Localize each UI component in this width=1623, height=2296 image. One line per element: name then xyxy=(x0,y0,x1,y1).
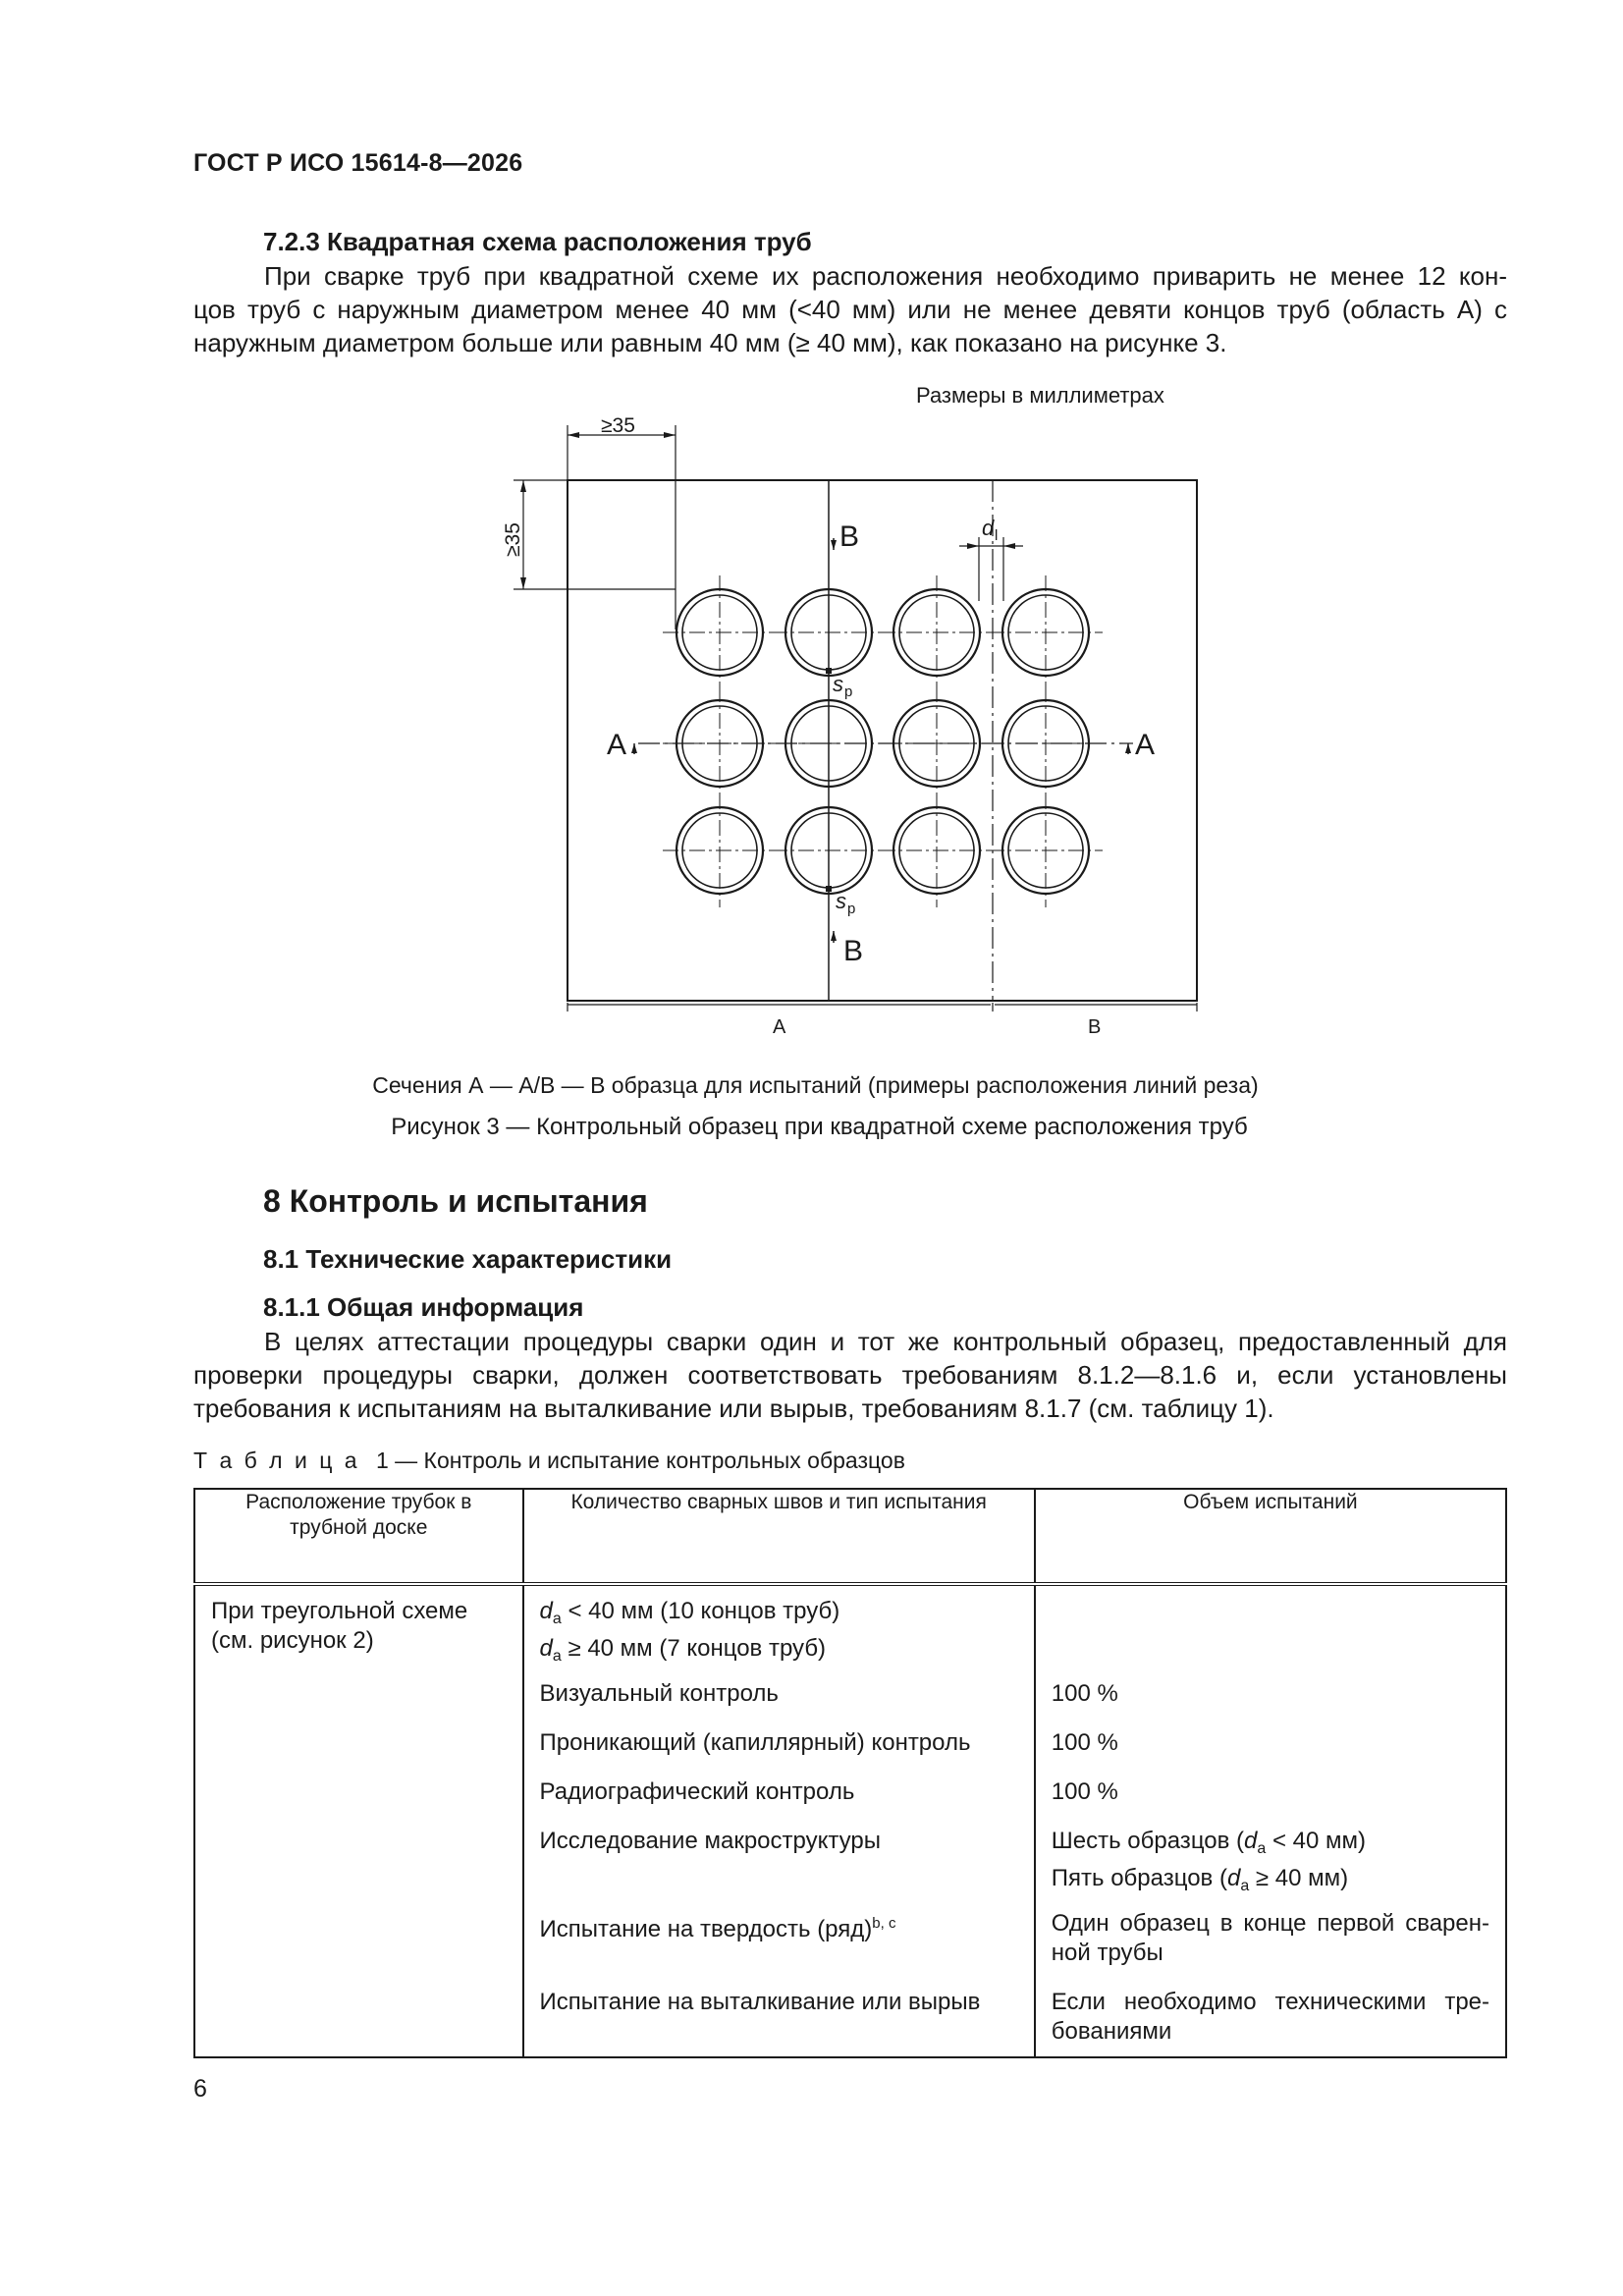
table-header-cell: Расположение трубок в трубной доске xyxy=(194,1489,523,1584)
volume-line: бованиями xyxy=(1051,2018,1172,2045)
table-cell-test: Проникающий (капиллярный) контроль xyxy=(523,1721,1035,1770)
sub-a: a xyxy=(552,1648,562,1665)
table-cell-test xyxy=(523,1901,1035,1980)
table-header-row xyxy=(194,1489,1506,1584)
var-d: d xyxy=(539,1635,553,1662)
region-label-a: A xyxy=(773,1016,786,1038)
table-title-text: 1 — Контроль и испытание контрольных образцов xyxy=(375,1448,905,1473)
label-s-sub-bottom: p xyxy=(847,901,856,917)
table-cell-volume xyxy=(1035,1901,1506,1980)
var-d: d xyxy=(1244,1828,1258,1854)
volume-text: Шесть образцов ( xyxy=(1051,1828,1245,1854)
label-d-sub: l xyxy=(995,527,999,544)
region-label-b: B xyxy=(1088,1016,1102,1038)
section-heading-7-2-3: 7.2.3 Квадратная схема расположения труб xyxy=(263,227,812,256)
section-label-a-right: A xyxy=(1135,729,1156,761)
paragraph-line: требования к испытаниям на выталкивание или вырыв, требованиям 8.1.7 (см. таблицу 1). xyxy=(193,1394,1274,1423)
volume-line xyxy=(1052,1864,1489,1901)
label-d: d xyxy=(982,516,995,540)
figure-3-diagram xyxy=(0,0,1623,1080)
volume-line xyxy=(1052,1827,1489,1864)
var-d: d xyxy=(539,1598,553,1624)
table-cell-volume: 100 % xyxy=(1035,1770,1506,1819)
table-header-cell: Объем испытаний xyxy=(1035,1489,1506,1584)
test-text: Испытание на твердость (ряд) xyxy=(539,1916,873,1942)
table-cell-volume: 100 % xyxy=(1035,1671,1506,1721)
volume-line: Один образец в конце первой сварен- xyxy=(1051,1910,1489,1937)
footnote-ref: b, c xyxy=(872,1915,896,1932)
dimension-label-vertical: ≥35 xyxy=(502,522,524,557)
paragraph-line: наружным диаметром больше или равным 40 мм (≥ 40 мм), как показано на рисунке 3. xyxy=(193,328,1227,357)
table-1 xyxy=(193,1488,1507,2058)
volume-text: Пять образцов ( xyxy=(1051,1865,1227,1891)
section-heading-8-1-1: 8.1.1 Общая информация xyxy=(263,1292,584,1322)
section-heading-8-1: 8.1 Технические характеристики xyxy=(263,1244,673,1274)
volume-line: ной трубы xyxy=(1051,1940,1163,1966)
table-cell-empty xyxy=(1035,1584,1506,1671)
table-cell-test: Визуальный контроль xyxy=(523,1671,1035,1721)
table-cell-volume xyxy=(1035,1819,1506,1901)
paragraph-line: В целях аттестации процедуры сварки один и тот же контрольный образец, предоставленный для xyxy=(264,1327,1507,1356)
section-label-a-left: A xyxy=(607,729,627,761)
test-plate-outline xyxy=(568,480,1197,1001)
page-number: 6 xyxy=(193,2075,207,2103)
volume-text: ≥ 40 мм) xyxy=(1249,1865,1349,1891)
table-title xyxy=(193,1448,905,1474)
diameter-line xyxy=(540,1634,1018,1671)
tube-r3-c4 xyxy=(989,793,1103,907)
section-label-b-top: B xyxy=(839,520,860,553)
paragraph-line: проверки процедуры сварки, должен соответствовать требованиям 8.1.2—8.1.6 и, если установлены xyxy=(193,1360,1507,1390)
label-s-bottom: s xyxy=(836,889,846,913)
figure-subcaption: Сечения А — А/В — В образца для испытаний (примеры расположения линий реза) xyxy=(372,1072,1259,1098)
table-cell-test: Радиографический контроль xyxy=(523,1770,1035,1819)
table-cell-volume xyxy=(1035,1980,1506,2057)
table-cell-arrangement: При треугольной схеме (см. рисунок 2) xyxy=(194,1584,523,2057)
tube-r1-c3 xyxy=(880,575,994,689)
table-header-cell: Количество сварных швов и тип испытания xyxy=(523,1489,1035,1584)
section-label-b-bottom: B xyxy=(843,935,864,967)
dimension-label-horizontal: ≥35 xyxy=(601,414,635,437)
table-cell-test: Исследование макроструктуры xyxy=(523,1819,1035,1901)
table-cell-diameters xyxy=(523,1584,1035,1671)
tube-r1-c1 xyxy=(663,575,777,689)
section-8-1-1-text xyxy=(193,1325,1507,1425)
section-heading-8: 8 Контроль и испытания xyxy=(263,1183,648,1219)
figure-caption: Рисунок 3 — Контрольный образец при квадратной схеме расположения труб xyxy=(391,1114,1248,1140)
paragraph-line: цов труб с наружным диаметром менее 40 мм (<40 мм) или не менее девяти концов труб (область А) с xyxy=(193,295,1507,324)
label-s-top: s xyxy=(833,672,843,696)
table-cell-test: Испытание на выталкивание или вырыв xyxy=(523,1980,1035,2057)
table-cell-volume: 100 % xyxy=(1035,1721,1506,1770)
volume-line: Если необходимо техническими тре- xyxy=(1051,1989,1489,2015)
tube-r3-c1 xyxy=(663,793,777,907)
paragraph-line: При сварке труб при квадратной схеме их расположения необходимо приварить не менее 12 кон- xyxy=(264,261,1507,291)
tube-r1-c4 xyxy=(989,575,1103,689)
var-d: d xyxy=(1226,1865,1241,1891)
sub-a: a xyxy=(1257,1840,1267,1857)
table-row xyxy=(194,1584,1506,1671)
label-s-sub-top: p xyxy=(844,683,853,700)
sub-a: a xyxy=(1240,1878,1250,1894)
diameter-line xyxy=(540,1597,1018,1634)
diameter-text: ≥ 40 мм (7 концов труб) xyxy=(561,1635,827,1662)
units-note: Размеры в миллиметрах xyxy=(916,383,1164,408)
document-header: ГОСТ Р ИСО 15614-8—2026 xyxy=(193,149,523,177)
sub-a: a xyxy=(552,1611,562,1627)
diameter-text: < 40 мм (10 концов труб) xyxy=(561,1598,840,1624)
volume-text: < 40 мм) xyxy=(1266,1828,1367,1854)
table-title-prefix: Т а б л и ц а xyxy=(193,1448,360,1473)
tube-r3-c3 xyxy=(880,793,994,907)
